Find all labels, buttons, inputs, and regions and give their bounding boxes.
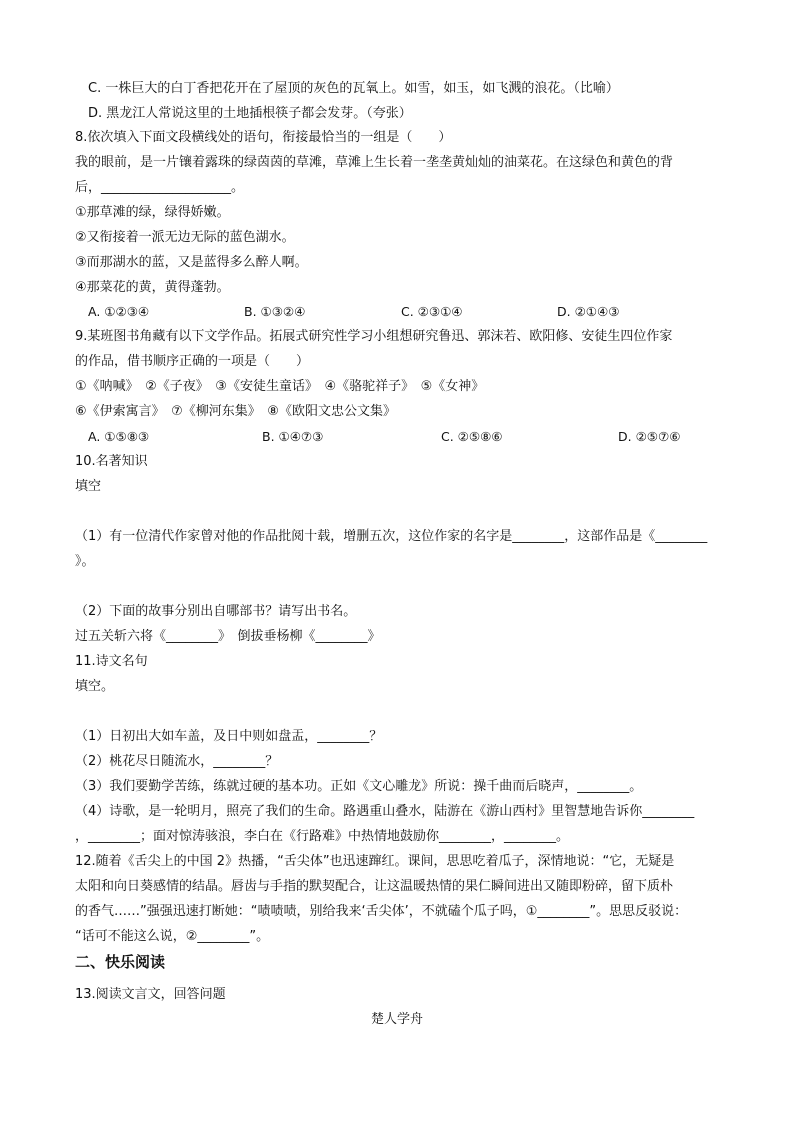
q10-part-2: （2）下面的故事分别出自哪部书？请写出书名。 (75, 604, 357, 619)
sentence-4: ④那菜花的黄，黄得蓬勃。 (75, 280, 230, 295)
section-heading: 二、快乐阅读 (75, 953, 166, 971)
q11-item-3: （3）我们要勤学苦练，练就过硬的基本功。正如《文心雕龙》所说：操千曲而后晓声，________。 (75, 779, 643, 794)
option-d-line: D. 黑龙江人常说这里的土地插根筷子都会发芽。（夸张） (88, 106, 412, 121)
question-13-title: 13.阅读文言文，回答问题 (75, 987, 226, 1002)
q10-part-2-blanks: 过五关斩六将《________》 倒拔垂杨柳《________》 (75, 629, 381, 644)
q9-option-b[interactable]: B. ①④⑦③ (262, 429, 324, 444)
q11-item-1: （1）日初出大如车盖，及日中则如盘盂，________？ (75, 729, 383, 744)
q11-item-4: （4）诗歌，是一轮明月，照亮了我们的生命。路遇重山叠水，陆游在《游山西村》里智慧地告诉你________ (75, 804, 695, 819)
q8-option-d[interactable]: D. ②①④③ (557, 304, 620, 319)
question-11-title: 11.诗文名句 (75, 654, 148, 669)
question-12-line-2: 太阳和向日葵感情的结晶。唇齿与手指的默契配合，让这温暖热情的果仁瞬间进出又随即粉碎，留下质朴 (75, 879, 674, 894)
q10-part-1: （1）有一位清代作家曾对他的作品批阅十载，增删五次，这位作家的名字是________，这部作品是《________ (75, 529, 708, 544)
q11-item-4-cont: ，________；面对惊涛骇浪，李白在《行路难》中热情地鼓励你________，________。 (75, 829, 570, 844)
question-10-sub: 填空 (75, 479, 102, 494)
sentence-2: ②又衔接着一派无边无际的蓝色湖水。 (75, 230, 295, 245)
q9-option-c[interactable]: C. ②⑤⑧⑥ (441, 429, 503, 444)
q10-part-1-cont: 》。 (75, 554, 95, 569)
question-12-line-3: 的香气……”强强迅速打断她：“啧啧啧，别给我来‘舌尖体’，不就磕个瓜子吗，①________”。思思反驳说： (75, 904, 688, 919)
question-8-stem: 8.依次填入下面文段横线处的语句，衔接最恰当的一组是（ ） (75, 130, 452, 145)
q8-option-b[interactable]: B. ①③②④ (244, 304, 306, 319)
option-c-line: C. 一株巨大的白丁香把花开在了屋顶的灰色的瓦氧上。如雪，如玉，如飞溅的浪花。（比喻） (88, 81, 619, 96)
q9-option-d[interactable]: D. ②⑤⑦⑥ (618, 429, 681, 444)
question-8-passage: 我的眼前，是一片镶着露珠的绿茵茵的草滩，草滩上生长着一垄垄黄灿灿的油菜花。在这绿色和黄色的背 (75, 155, 674, 170)
q8-option-a[interactable]: A. ①②③④ (88, 304, 150, 319)
q8-option-c[interactable]: C. ②③①④ (401, 304, 463, 319)
question-9-stem: 9.某班图书角藏有以下文学作品。拓展式研究性学习小组想研究鲁迅、郭沫若、欧阳修、安徒生四位作家 (75, 329, 673, 344)
question-8-passage-cont: 后，____________________。 (75, 180, 245, 195)
q9-option-a[interactable]: A. ①⑤⑧③ (88, 429, 150, 444)
book-list-2: ⑥《伊索寓言》 ⑦《柳河东集》 ⑧《欧阳文忠公文集》 (75, 404, 396, 419)
question-12-line-1: 12.随着《舌尖上的中国 2》热播，“舌尖体”也迅速蹿红。课间，思思吃着瓜子，深情地说：“它，无疑是 (75, 854, 675, 869)
q11-item-2: （2）桃花尽日随流水，________？ (75, 754, 279, 769)
question-12-line-4: “话可不能这么说，②________”。 (75, 929, 270, 944)
passage-title: 楚人学舟 (370, 1012, 423, 1027)
question-11-sub: 填空。 (75, 679, 115, 694)
sentence-3: ③而那湖水的蓝，又是蓝得多么醉人啊。 (75, 255, 308, 270)
question-9-stem-cont: 的作品，借书顺序正确的一项是（ ） (75, 354, 310, 369)
book-list-1: ①《呐喊》 ②《子夜》 ③《安徒生童话》 ④《骆驼祥子》 ⑤《女神》 (75, 379, 485, 394)
sentence-1: ①那草滩的绿，绿得娇嫩。 (75, 205, 230, 220)
question-10-title: 10.名著知识 (75, 454, 148, 469)
